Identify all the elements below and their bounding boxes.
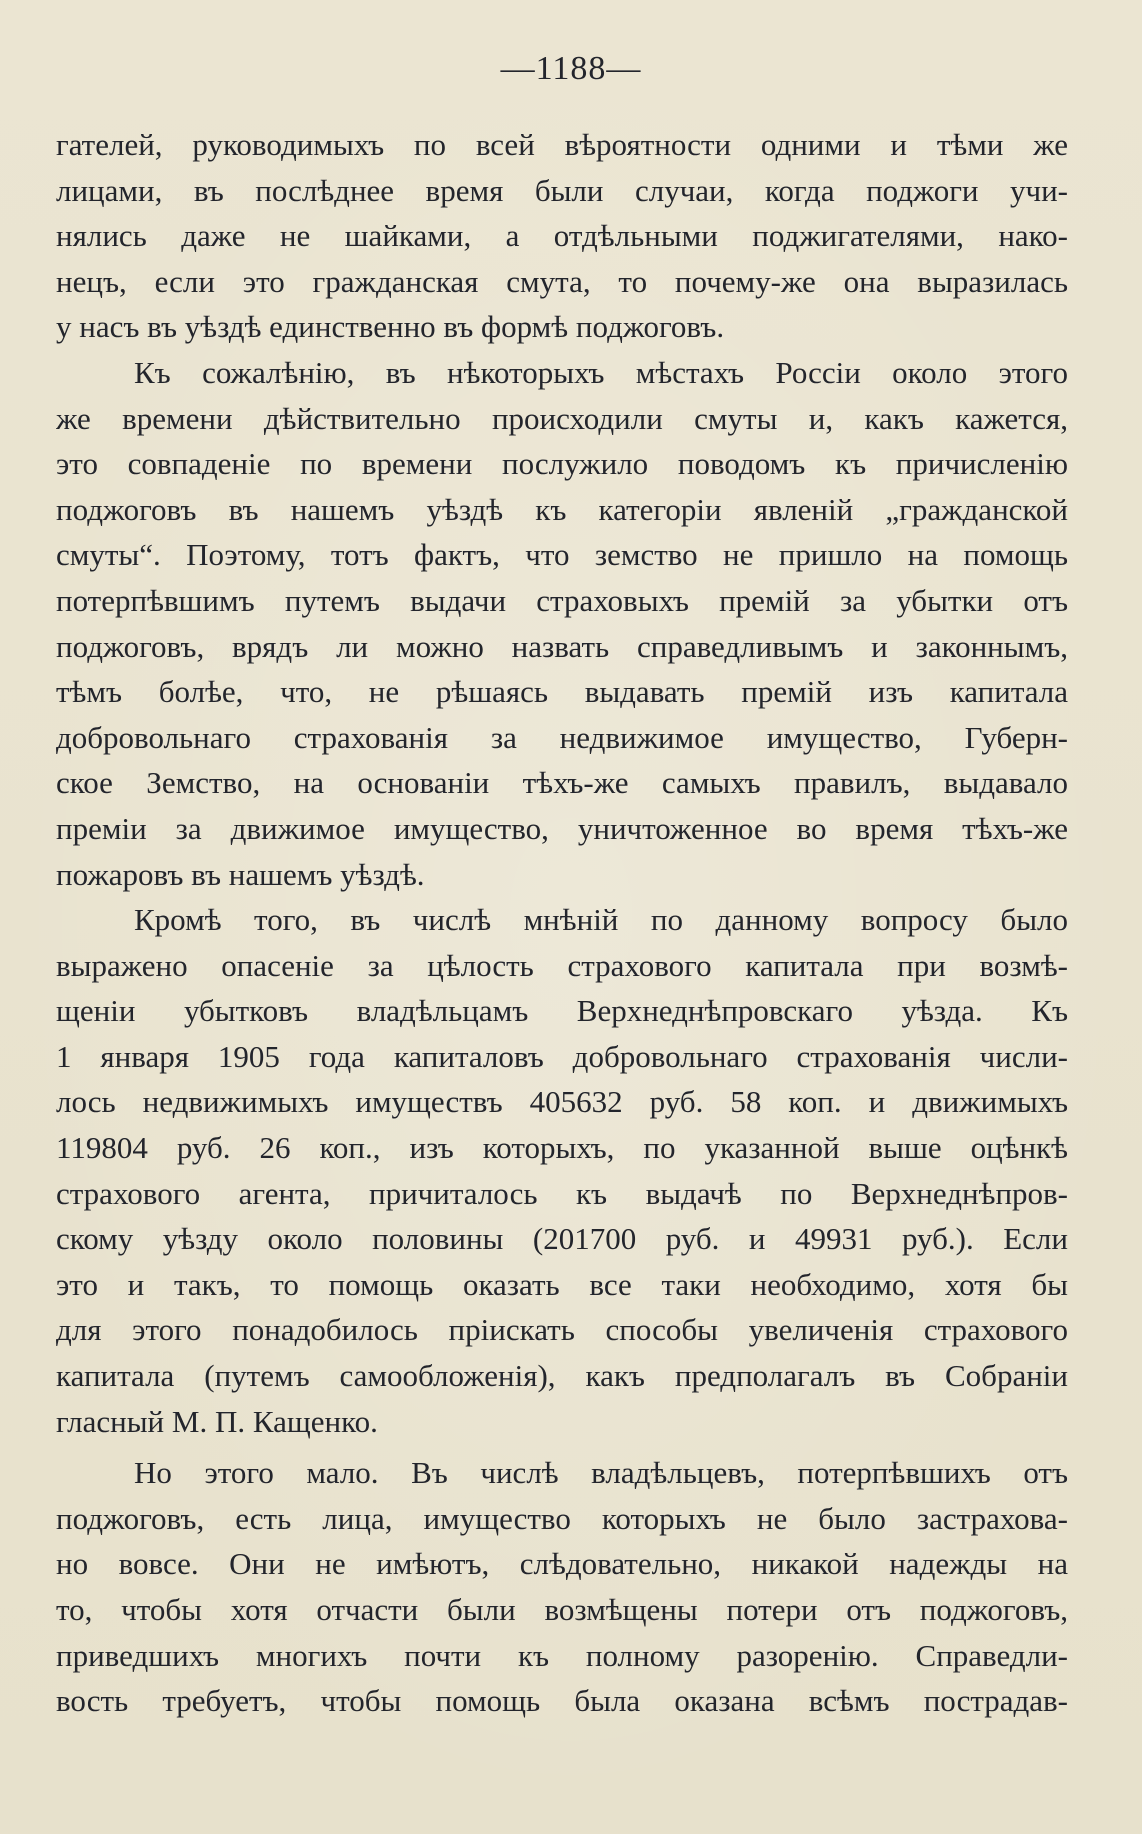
text-line: приведшихъ многихъ почти къ полному разоренію. Справедли- — [56, 1637, 1068, 1673]
paragraph-4 — [56, 1450, 1068, 1724]
text-line: пожаровъ въ нашемъ уѣздѣ. — [56, 856, 425, 892]
text-line: гателей, руководимыхъ по всей вѣроятности одними и тѣми же — [56, 127, 1068, 162]
text-line: у насъ въ уѣздѣ единственно въ формѣ поджоговъ. — [56, 309, 725, 345]
text-line: 119804 руб. 26 коп., изъ которыхъ, по указанной выше оцѣнкѣ — [56, 1130, 1068, 1166]
text-line: лицами, въ послѣднее время были случаи, когда поджоги учи- — [56, 172, 1068, 208]
text-line: тѣмъ болѣе, что, не рѣшаясь выдавать премій изъ капитала — [56, 674, 1068, 710]
text-line: же времени дѣйствительно происходили смуты и, какъ кажется, — [56, 400, 1068, 436]
text-line: это и такъ, то помощь оказать все таки необходимо, хотя бы — [56, 1266, 1068, 1302]
text-line: гласный М. П. Кащенко. — [56, 1403, 378, 1439]
text-line: поджоговъ, врядъ ли можно назвать справедливымъ и законнымъ, — [56, 628, 1068, 664]
paragraph-2 — [56, 350, 1068, 897]
text-line: Кромѣ того, въ числѣ мнѣній по данному вопросу было — [134, 902, 1068, 938]
text-line: нецъ, если это гражданская смута, то почему-же она выразилась — [56, 263, 1068, 299]
text-line: это совпаденіе по времени послужило поводомъ къ причисленію — [56, 446, 1068, 482]
text-line: вость требуетъ, чтобы помощь была оказана всѣмъ пострадав- — [56, 1683, 1068, 1719]
text-line: преміи за движимое имущество, уничтоженное во время тѣхъ-же — [56, 810, 1068, 846]
text-line: поджоговъ, есть лица, имущество которыхъ не было застрахова- — [56, 1500, 1068, 1536]
text-line: лось недвижимыхъ имуществъ 405632 руб. 58 коп. и движимыхъ — [56, 1084, 1068, 1120]
text-line: добровольнаго страхованія за недвижимое имущество, Губерн- — [56, 719, 1068, 755]
text-line: смуты“. Поэтому, тотъ фактъ, что земство не пришло на помощь — [56, 537, 1068, 573]
text-line: для этого понадобилось пріискать способы увеличенія страхового — [56, 1312, 1068, 1348]
text-line: потерпѣвшимъ путемъ выдачи страховыхъ премій за убытки отъ — [56, 582, 1068, 618]
text-line: нялись даже не шайками, а отдѣльными поджигателями, нако- — [56, 218, 1068, 254]
body-text — [56, 122, 1068, 1724]
text-line: ское Земство, на основаніи тѣхъ-же самыхъ правилъ, выдавало — [56, 765, 1068, 801]
text-line: страхового агента, причиталось къ выдачѣ по Верхнеднѣпров- — [56, 1175, 1068, 1211]
paragraph-3 — [56, 897, 1068, 1444]
paragraph-1 — [56, 122, 1068, 350]
text-line: но вовсе. Они не имѣютъ, слѣдовательно, никакой надежды на — [56, 1546, 1068, 1582]
text-line: 1 января 1905 года капиталовъ добровольнаго страхованія числи- — [56, 1038, 1068, 1074]
text-line: то, чтобы хотя отчасти были возмѣщены потери отъ поджоговъ, — [56, 1592, 1068, 1627]
text-line: щеніи убытковъ владѣльцамъ Верхнеднѣпровскаго уѣзда. Къ — [56, 993, 1068, 1029]
text-line: Но этого мало. Въ числѣ владѣльцевъ, потерпѣвшихъ отъ — [134, 1455, 1068, 1491]
page-number: —1188— — [500, 50, 642, 87]
text-line: скому уѣзду около половины (201700 руб. и 49931 руб.). Если — [56, 1221, 1068, 1257]
text-line: выражено опасеніе за цѣлость страхового капитала при возмѣ- — [56, 947, 1068, 983]
text-line: капитала (путемъ самообложенія), какъ предполагалъ въ Собраніи — [56, 1358, 1068, 1394]
text-line: Къ сожалѣнію, въ нѣкоторыхъ мѣстахъ Россіи около этого — [134, 354, 1068, 390]
text-line: поджоговъ въ нашемъ уѣздѣ къ категоріи явленій „гражданской — [56, 491, 1068, 527]
